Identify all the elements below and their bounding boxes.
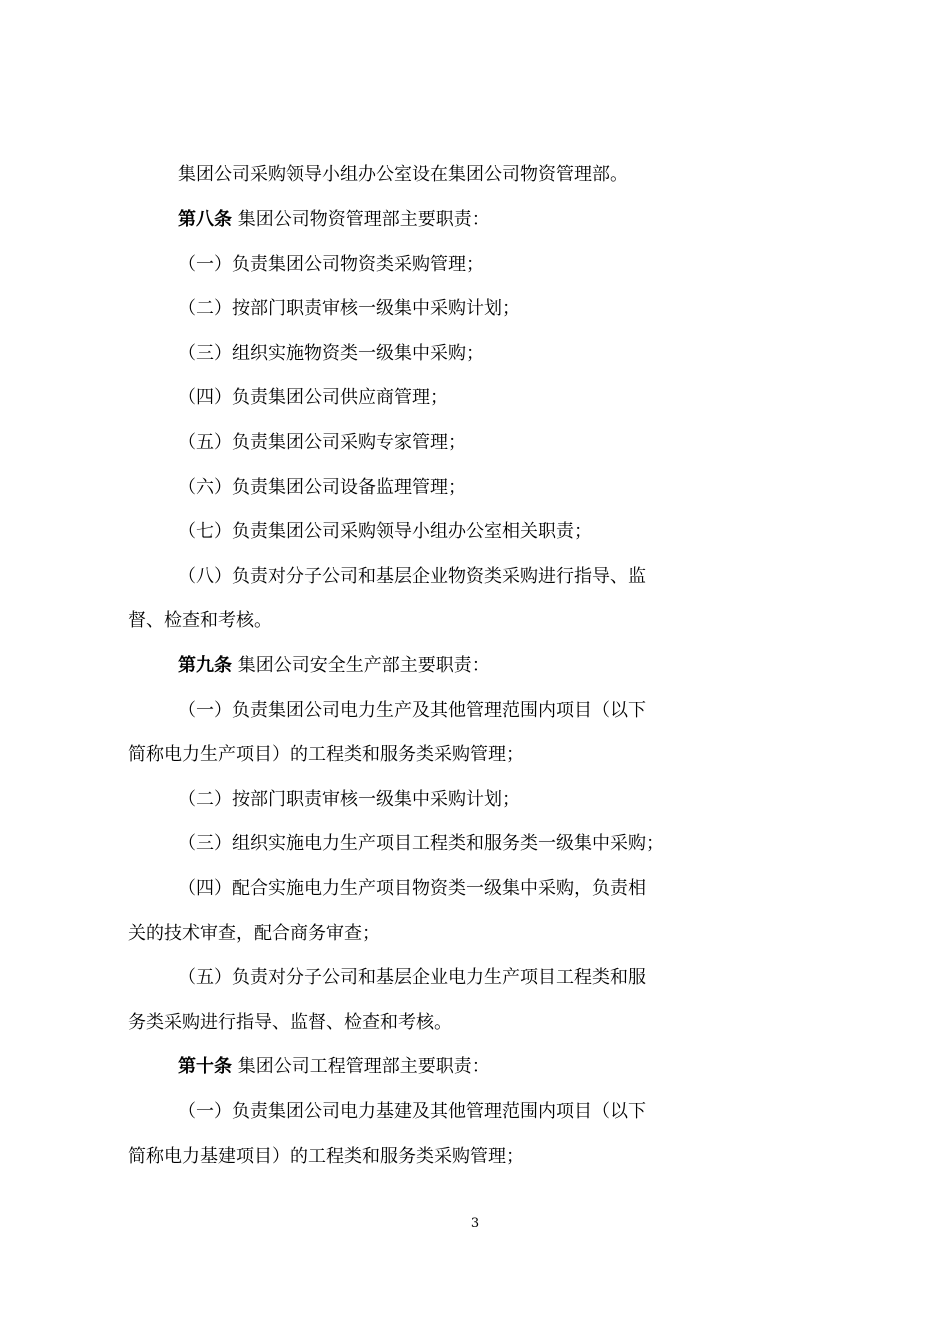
list-item-continuation: 简称电力基建项目）的工程类和服务类采购管理； <box>128 1146 524 1167</box>
list-item-continuation: 关的技术审查，配合商务审查； <box>128 923 380 944</box>
list-item: （一）负责集团公司电力生产及其他管理范围内项目（以下 <box>178 700 646 721</box>
list-item: （四）配合实施电力生产项目物资类一级集中采购，负责相 <box>178 878 646 899</box>
article-number: 第十条 <box>178 1056 232 1077</box>
list-item: （二）按部门职责审核一级集中采购计划； <box>178 298 520 319</box>
article-heading-text: 集团公司安全生产部主要职责： <box>237 655 490 676</box>
list-item: （三）组织实施电力生产项目工程类和服务类一级集中采购； <box>178 833 664 854</box>
paragraph: 集团公司采购领导小组办公室设在集团公司物资管理部。 <box>178 164 628 185</box>
article-heading-text: 集团公司工程管理部主要职责： <box>237 1056 490 1077</box>
article-8-heading <box>0 205 950 235</box>
list-item: （三）组织实施物资类一级集中采购； <box>178 343 484 364</box>
list-item: （一）负责集团公司物资类采购管理； <box>178 254 484 275</box>
list-item: （二）按部门职责审核一级集中采购计划； <box>178 789 520 810</box>
list-item: （七）负责集团公司采购领导小组办公室相关职责； <box>178 521 592 542</box>
article-heading-text: 集团公司物资管理部主要职责： <box>237 209 490 230</box>
list-item-continuation: 督、检查和考核。 <box>128 610 272 631</box>
list-item: （六）负责集团公司设备监理管理； <box>178 477 466 498</box>
list-item: （五）负责对分子公司和基层企业电力生产项目工程类和服 <box>178 967 646 988</box>
list-item-continuation: 务类采购进行指导、监督、检查和考核。 <box>128 1012 452 1033</box>
article-9-heading <box>0 651 950 681</box>
list-item: （一）负责集团公司电力基建及其他管理范围内项目（以下 <box>178 1101 646 1122</box>
article-10-heading <box>0 1052 950 1082</box>
list-item: （四）负责集团公司供应商管理； <box>178 387 448 408</box>
article-number: 第八条 <box>178 209 232 230</box>
page-number: 3 <box>470 1216 480 1231</box>
article-number: 第九条 <box>178 655 232 676</box>
list-item: （八）负责对分子公司和基层企业物资类采购进行指导、监 <box>178 566 646 587</box>
list-item-continuation: 简称电力生产项目）的工程类和服务类采购管理； <box>128 744 524 765</box>
list-item: （五）负责集团公司采购专家管理； <box>178 432 466 453</box>
